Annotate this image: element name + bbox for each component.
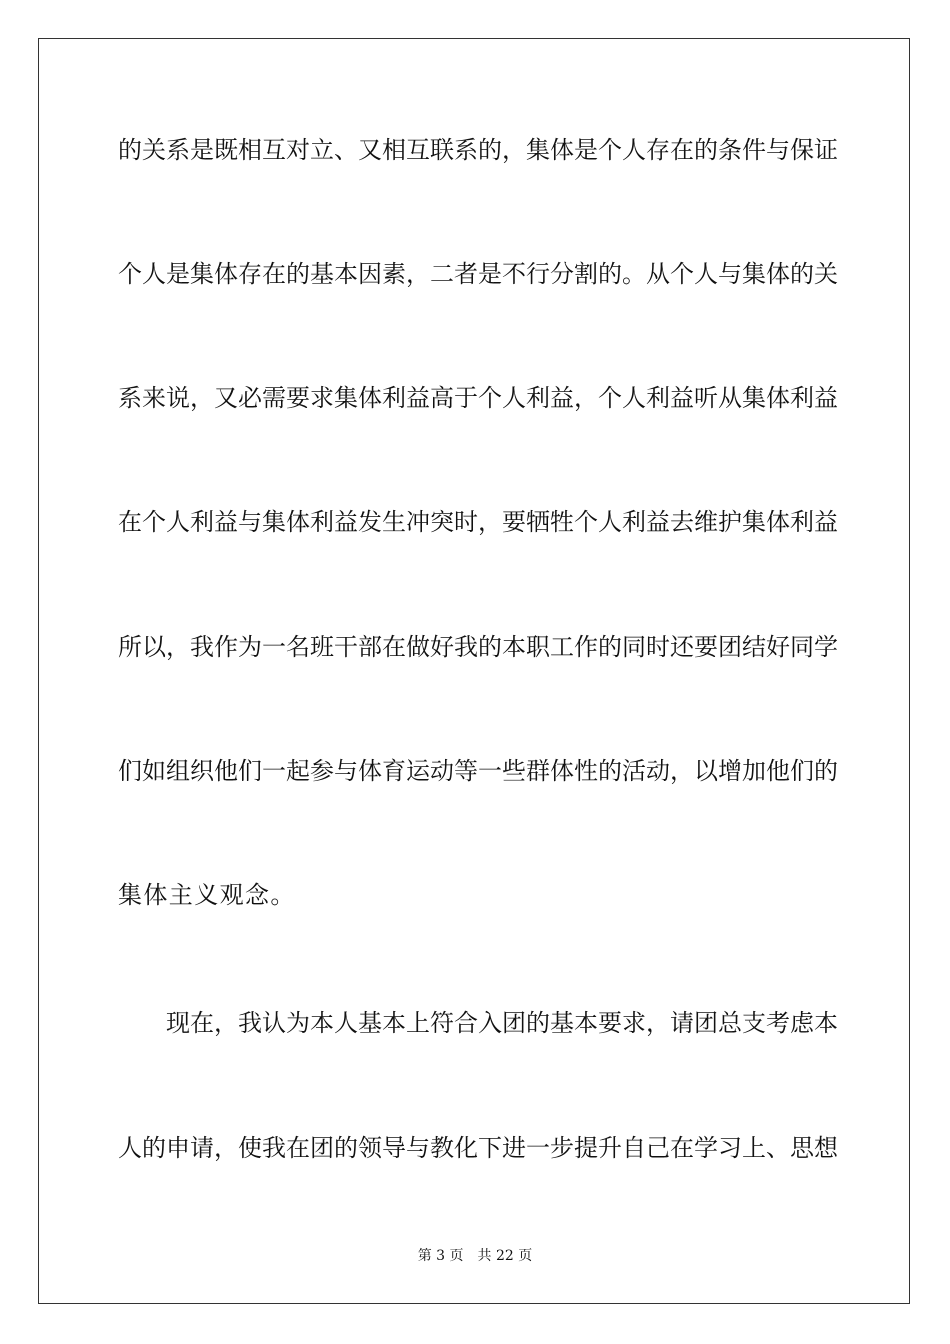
paragraph-line-4: 在个人利益与集体利益发生冲突时，要牺牲个人利益去维护集体利益 <box>118 508 838 536</box>
paragraph-line-8: 现在，我认为本人基本上符合入团的基本要求，请团总支考虑本 <box>166 1009 838 1037</box>
paragraph-line-9: 人的申请，使我在团的领导与教化下进一步提升自己在学习上、思想 <box>118 1134 838 1162</box>
paragraph-line-1: 的关系是既相互对立、又相互联系的，集体是个人存在的条件与保证 <box>118 136 838 164</box>
paragraph-line-3: 系来说，又必需要求集体利益高于个人利益，个人利益听从集体利益 <box>118 384 838 412</box>
page-number-footer: 第 3 页 共 22 页 <box>417 1248 533 1264</box>
paragraph-line-6: 们如组织他们一起参与体育运动等一些群体性的活动，以增加他们的 <box>118 757 838 785</box>
paragraph-line-7: 集体主义观念。 <box>118 881 296 909</box>
paragraph-line-2: 个人是集体存在的基本因素，二者是不行分割的。从个人与集体的关 <box>118 260 838 288</box>
paragraph-line-5: 所以，我作为一名班干部在做好我的本职工作的同时还要团结好同学 <box>118 633 838 661</box>
page-border <box>38 38 910 1304</box>
